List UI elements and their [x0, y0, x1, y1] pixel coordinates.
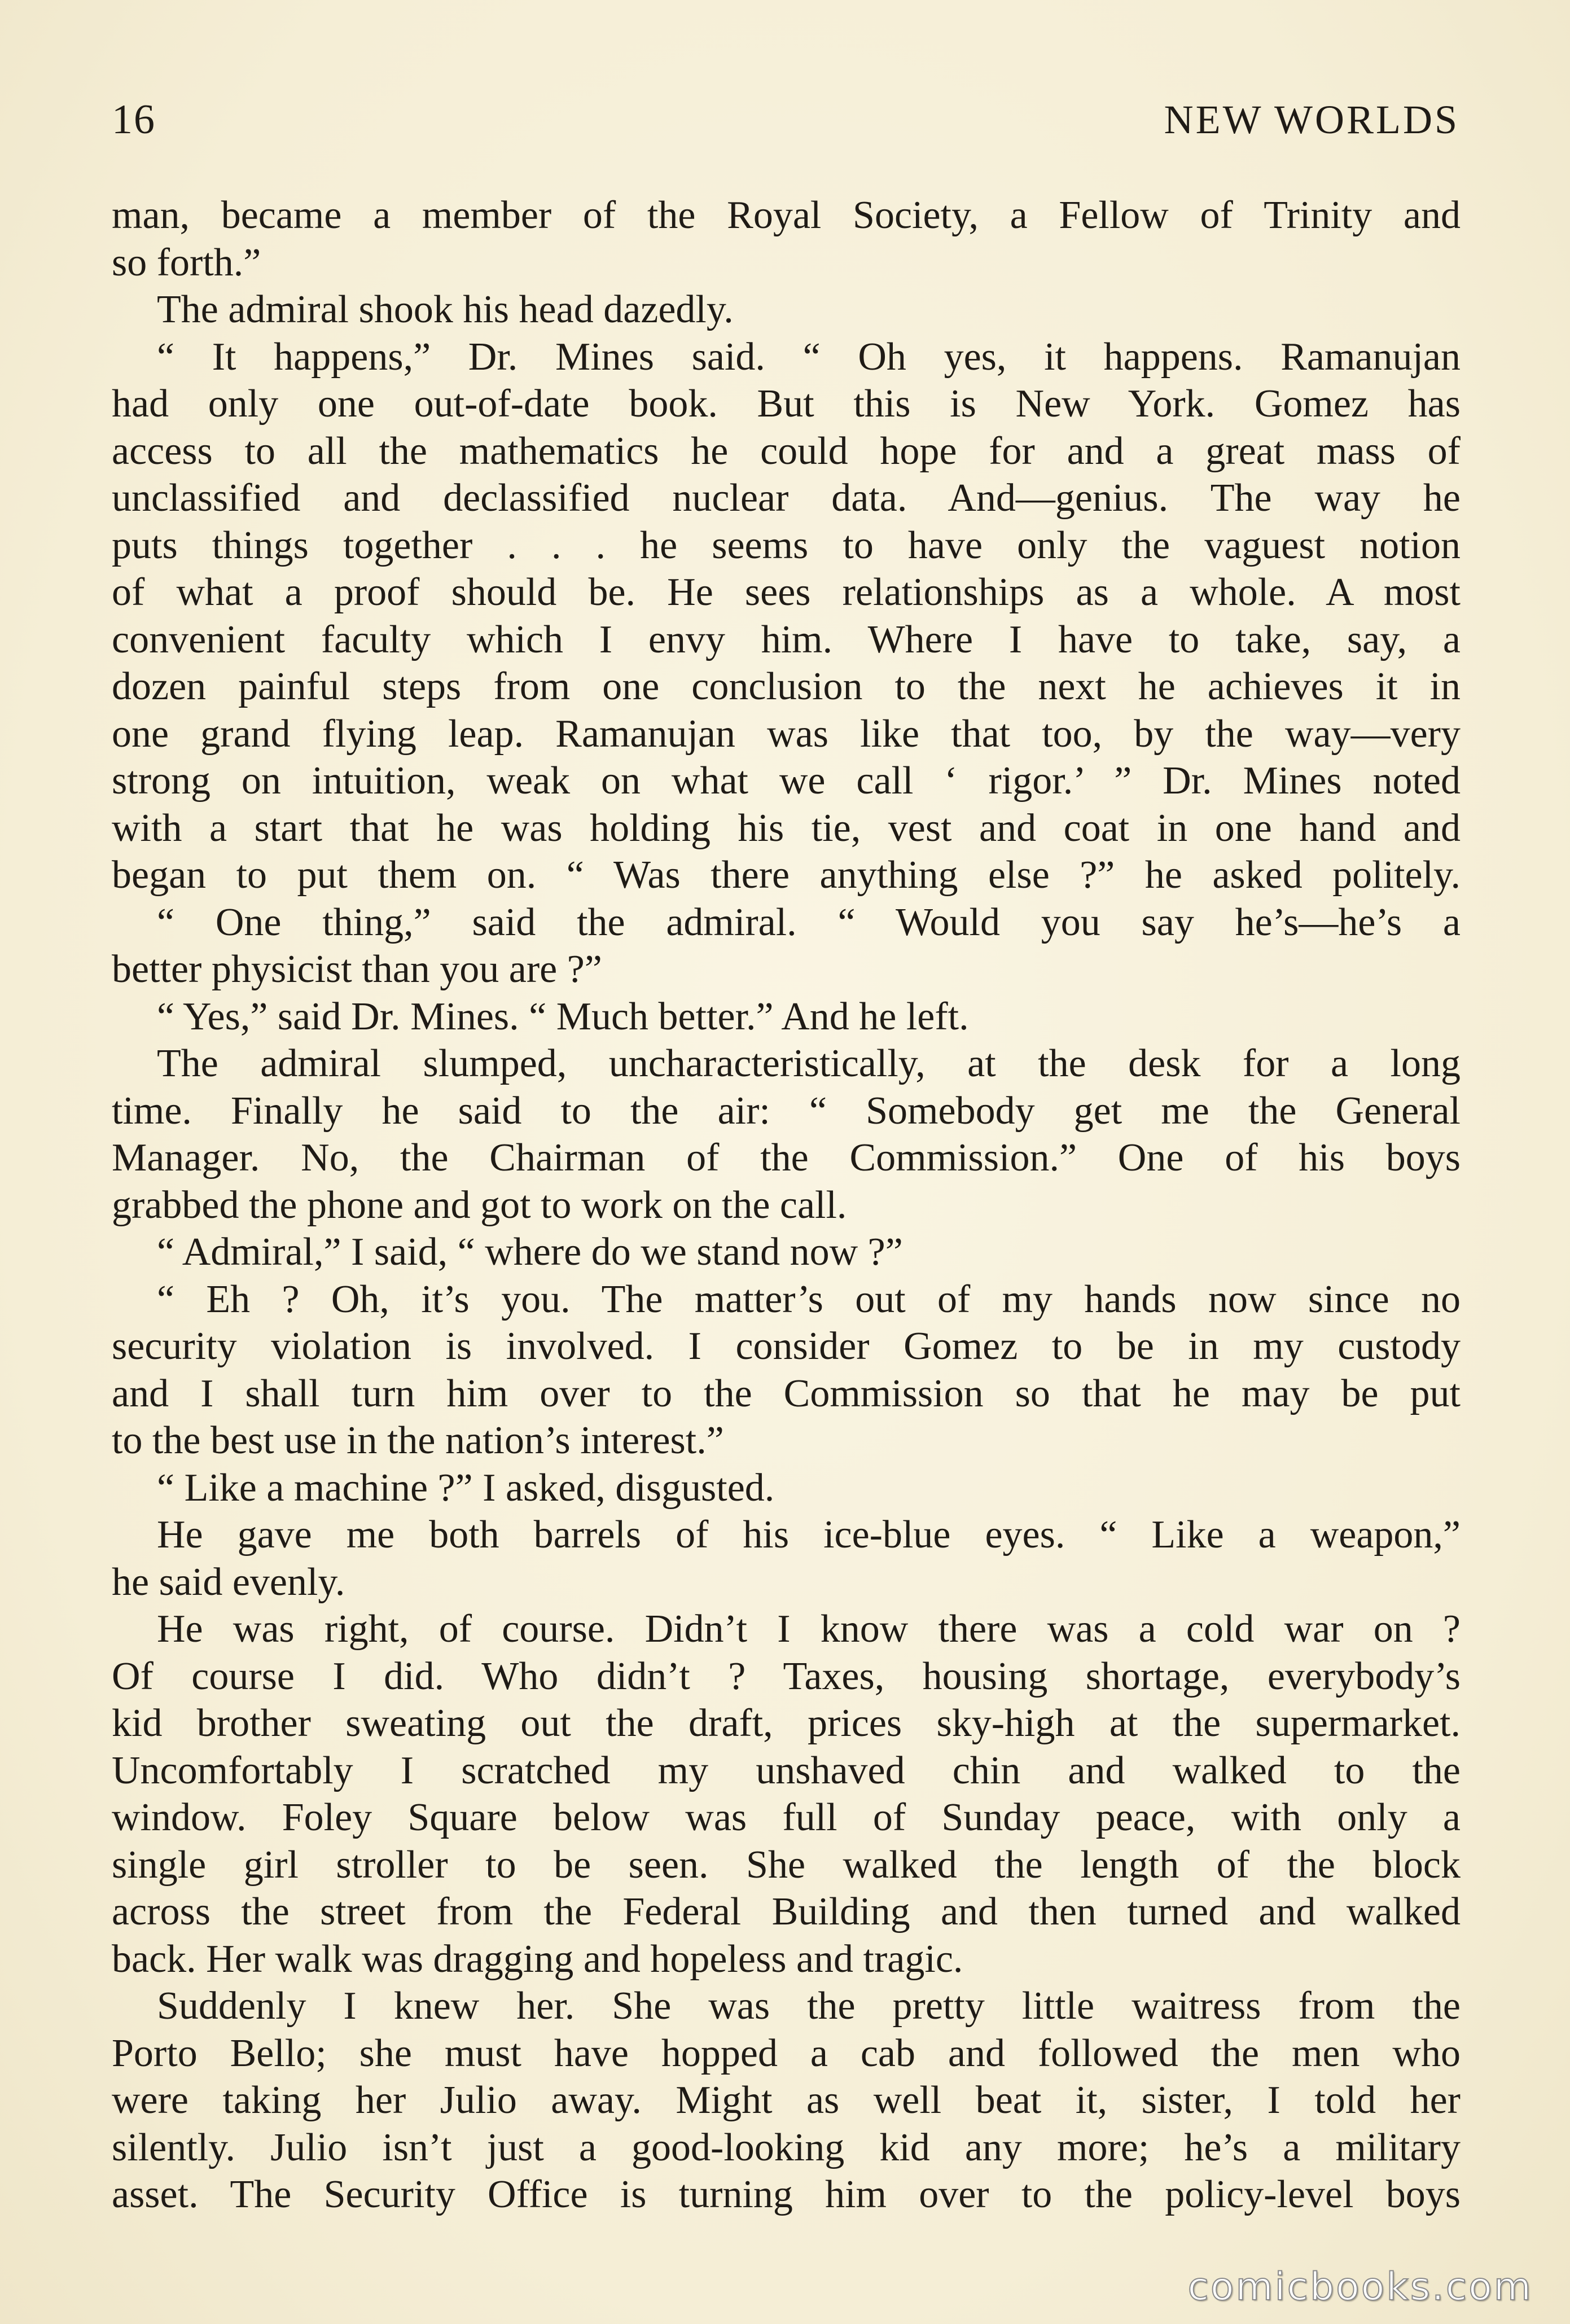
- page-number: 16: [112, 97, 156, 143]
- text-line: window. Foley Square below was full of Sunday peace, with only a: [112, 1796, 1461, 1839]
- text-line: silently. Julio isn’t just a good-looking kid any more; he’s a military: [112, 2125, 1461, 2169]
- text-line: he said evenly.: [112, 1560, 345, 1604]
- text-line: He was right, of course. Didn’t I know there was a cold war on ?: [157, 1607, 1461, 1651]
- watermark: comicbooks.com: [1187, 2265, 1533, 2309]
- text-line: The admiral shook his head dazedly.: [157, 288, 734, 331]
- text-line: Of course I did. Who didn’t ? Taxes, housing shortage, everybody’s: [112, 1654, 1461, 1698]
- text-line: puts things together . . . he seems to have only the vaguest notion: [112, 523, 1461, 567]
- text-line: began to put them on. “ Was there anything else ?” he asked politely.: [112, 853, 1461, 897]
- text-line: Porto Bello; she must have hopped a cab and followed the men who: [112, 2031, 1461, 2075]
- text-line: back. Her walk was dragging and hopeless and tragic.: [112, 1937, 963, 1981]
- text-line: had only one out-of-date book. But this is New York. Gomez has: [112, 382, 1461, 426]
- text-line: He gave me both barrels of his ice-blue eyes. “ Like a weapon,”: [157, 1513, 1461, 1556]
- text-line: Manager. No, the Chairman of the Commission.” One of his boys: [112, 1136, 1461, 1179]
- page-header: [112, 96, 1459, 152]
- text-line: convenient faculty which I envy him. Where I have to take, say, a: [112, 617, 1461, 661]
- text-line: one grand flying leap. Ramanujan was like that too, by the way—very: [112, 712, 1461, 756]
- text-line: to the best use in the nation’s interest.”: [112, 1419, 724, 1462]
- text-line: so forth.”: [112, 240, 261, 284]
- text-line: Uncomfortably I scratched my unshaved chin and walked to the: [112, 1748, 1461, 1792]
- text-line: were taking her Julio away. Might as well beat it, sister, I told her: [112, 2079, 1461, 2122]
- text-line: single girl stroller to be seen. She walked the length of the block: [112, 1843, 1461, 1887]
- text-line: across the street from the Federal Building and then turned and walked: [112, 1890, 1461, 1933]
- text-line: “ Admiral,” I said, “ where do we stand now ?”: [157, 1230, 903, 1274]
- text-line: The admiral slumped, uncharacteristically, at the desk for a long: [157, 1042, 1461, 1085]
- text-line: strong on intuition, weak on what we call ‘ rigor.’ ” Dr. Mines noted: [112, 759, 1461, 803]
- text-line: kid brother sweating out the draft, prices sky-high at the supermarket.: [112, 1702, 1461, 1745]
- text-line: grabbed the phone and got to work on the call.: [112, 1183, 847, 1227]
- text-line: of what a proof should be. He sees relationships as a whole. A most: [112, 571, 1461, 614]
- text-line: better physicist than you are ?”: [112, 948, 602, 991]
- running-head: NEW WORLDS: [1164, 97, 1459, 142]
- body-text: [112, 192, 1461, 2218]
- text-line: “ It happens,” Dr. Mines said. “ Oh yes, it happens. Ramanujan: [157, 335, 1461, 379]
- text-line: man, became a member of the Royal Society, a Fellow of Trinity and: [112, 194, 1461, 237]
- text-line: “ One thing,” said the admiral. “ Would you say he’s—he’s a: [157, 900, 1461, 944]
- text-line: “ Yes,” said Dr. Mines. “ Much better.” And he left.: [157, 994, 969, 1038]
- text-line: security violation is involved. I consider Gomez to be in my custody: [112, 1325, 1461, 1368]
- text-line: Suddenly I knew her. She was the pretty little waitress from the: [157, 1984, 1461, 2028]
- text-line: dozen painful steps from one conclusion to the next he achieves it in: [112, 665, 1461, 708]
- text-line: with a start that he was holding his tie, vest and coat in one hand and: [112, 806, 1461, 850]
- text-line: time. Finally he said to the air: “ Somebody get me the General: [112, 1089, 1461, 1133]
- text-line: “ Eh ? Oh, it’s you. The matter’s out of my hands now since no: [157, 1277, 1461, 1321]
- text-line: “ Like a machine ?” I asked, disgusted.: [157, 1466, 775, 1510]
- text-line: asset. The Security Office is turning him over to the policy-level boys: [112, 2173, 1461, 2216]
- text-line: and I shall turn him over to the Commission so that he may be put: [112, 1371, 1461, 1415]
- text-line: unclassified and declassified nuclear data. And—genius. The way he: [112, 476, 1461, 520]
- text-line: access to all the mathematics he could hope for and a great mass of: [112, 429, 1461, 473]
